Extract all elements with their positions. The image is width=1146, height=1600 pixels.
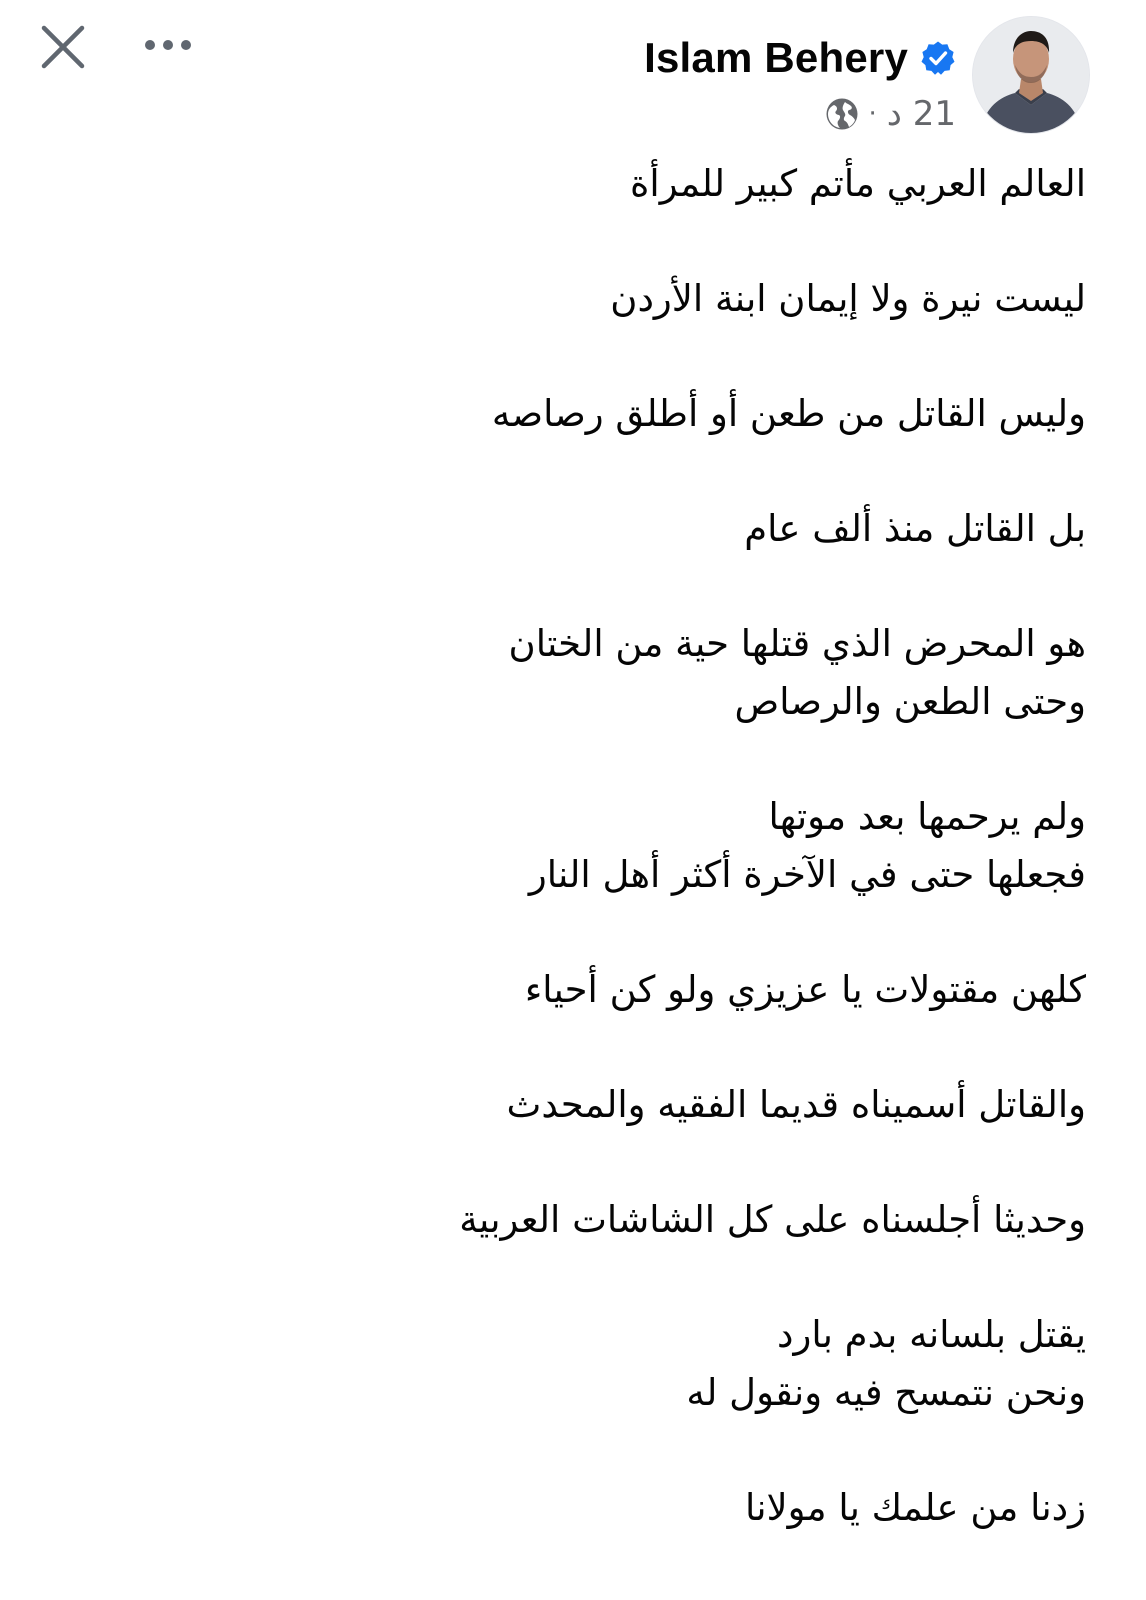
paragraph-gap [86,1019,1086,1076]
verified-badge-icon [920,40,956,76]
post-line: ليست نيرة ولا إيمان ابنة الأردن [610,277,1086,320]
post-line: وحتى الطعن والرصاص [734,680,1086,723]
post-paragraph [86,155,1086,213]
post-paragraph [86,1076,1086,1134]
globe-icon[interactable] [825,97,859,131]
post-paragraph [86,788,1086,904]
paragraph-gap [86,213,1086,270]
post-line: وليس القاتل من طعن أو أطلق رصاصه [491,392,1086,435]
paragraph-gap [86,328,1086,385]
paragraph-gap [86,558,1086,615]
post-line: كلهن مقتولات يا عزيزي ولو كن أحياء [524,968,1086,1011]
close-button[interactable] [38,22,88,72]
post-line: هو المحرض الذي قتلها حية من الختان [508,622,1086,665]
post-line: والقاتل أسميناه قديما الفقيه والمحدث [506,1083,1086,1126]
post-paragraph [86,961,1086,1019]
paragraph-gap [86,731,1086,788]
post-paragraph [86,385,1086,443]
post-body [86,155,1086,1537]
paragraph-gap [86,1249,1086,1306]
author-row [644,30,956,86]
post-line: بل القاتل منذ ألف عام [744,507,1086,550]
post-paragraph [86,1479,1086,1537]
post-paragraph [86,615,1086,731]
post-paragraph [86,500,1086,558]
paragraph-gap [86,904,1086,961]
author-avatar[interactable] [972,16,1090,134]
more-icon [140,30,196,60]
post-paragraph [86,1306,1086,1422]
post-line: فجعلها حتى في الآخرة أكثر أهل النار [528,853,1086,896]
post-meta [825,92,956,136]
paragraph-gap [86,1134,1086,1191]
post-line: يقتل بلسانه بدم بارد [777,1313,1086,1356]
post-time[interactable]: 21 د [886,94,956,134]
paragraph-gap [86,443,1086,500]
author-name[interactable]: Islam Behery [644,34,908,81]
meta-separator: · [868,99,877,129]
post-line: ونحن نتمسح فيه ونقول له [686,1371,1086,1414]
post-line: زدنا من علمك يا مولانا [744,1486,1086,1529]
avatar-image [973,17,1089,133]
post-paragraph [86,270,1086,328]
post-line: ولم يرحمها بعد موتها [768,795,1086,838]
post-line: وحديثا أجلسناه على كل الشاشات العربية [459,1198,1086,1241]
close-icon [38,22,88,72]
post-paragraph [86,1191,1086,1249]
post-line: العالم العربي مأتم كبير للمرأة [630,162,1086,205]
more-options-button[interactable] [140,30,196,60]
paragraph-gap [86,1422,1086,1479]
